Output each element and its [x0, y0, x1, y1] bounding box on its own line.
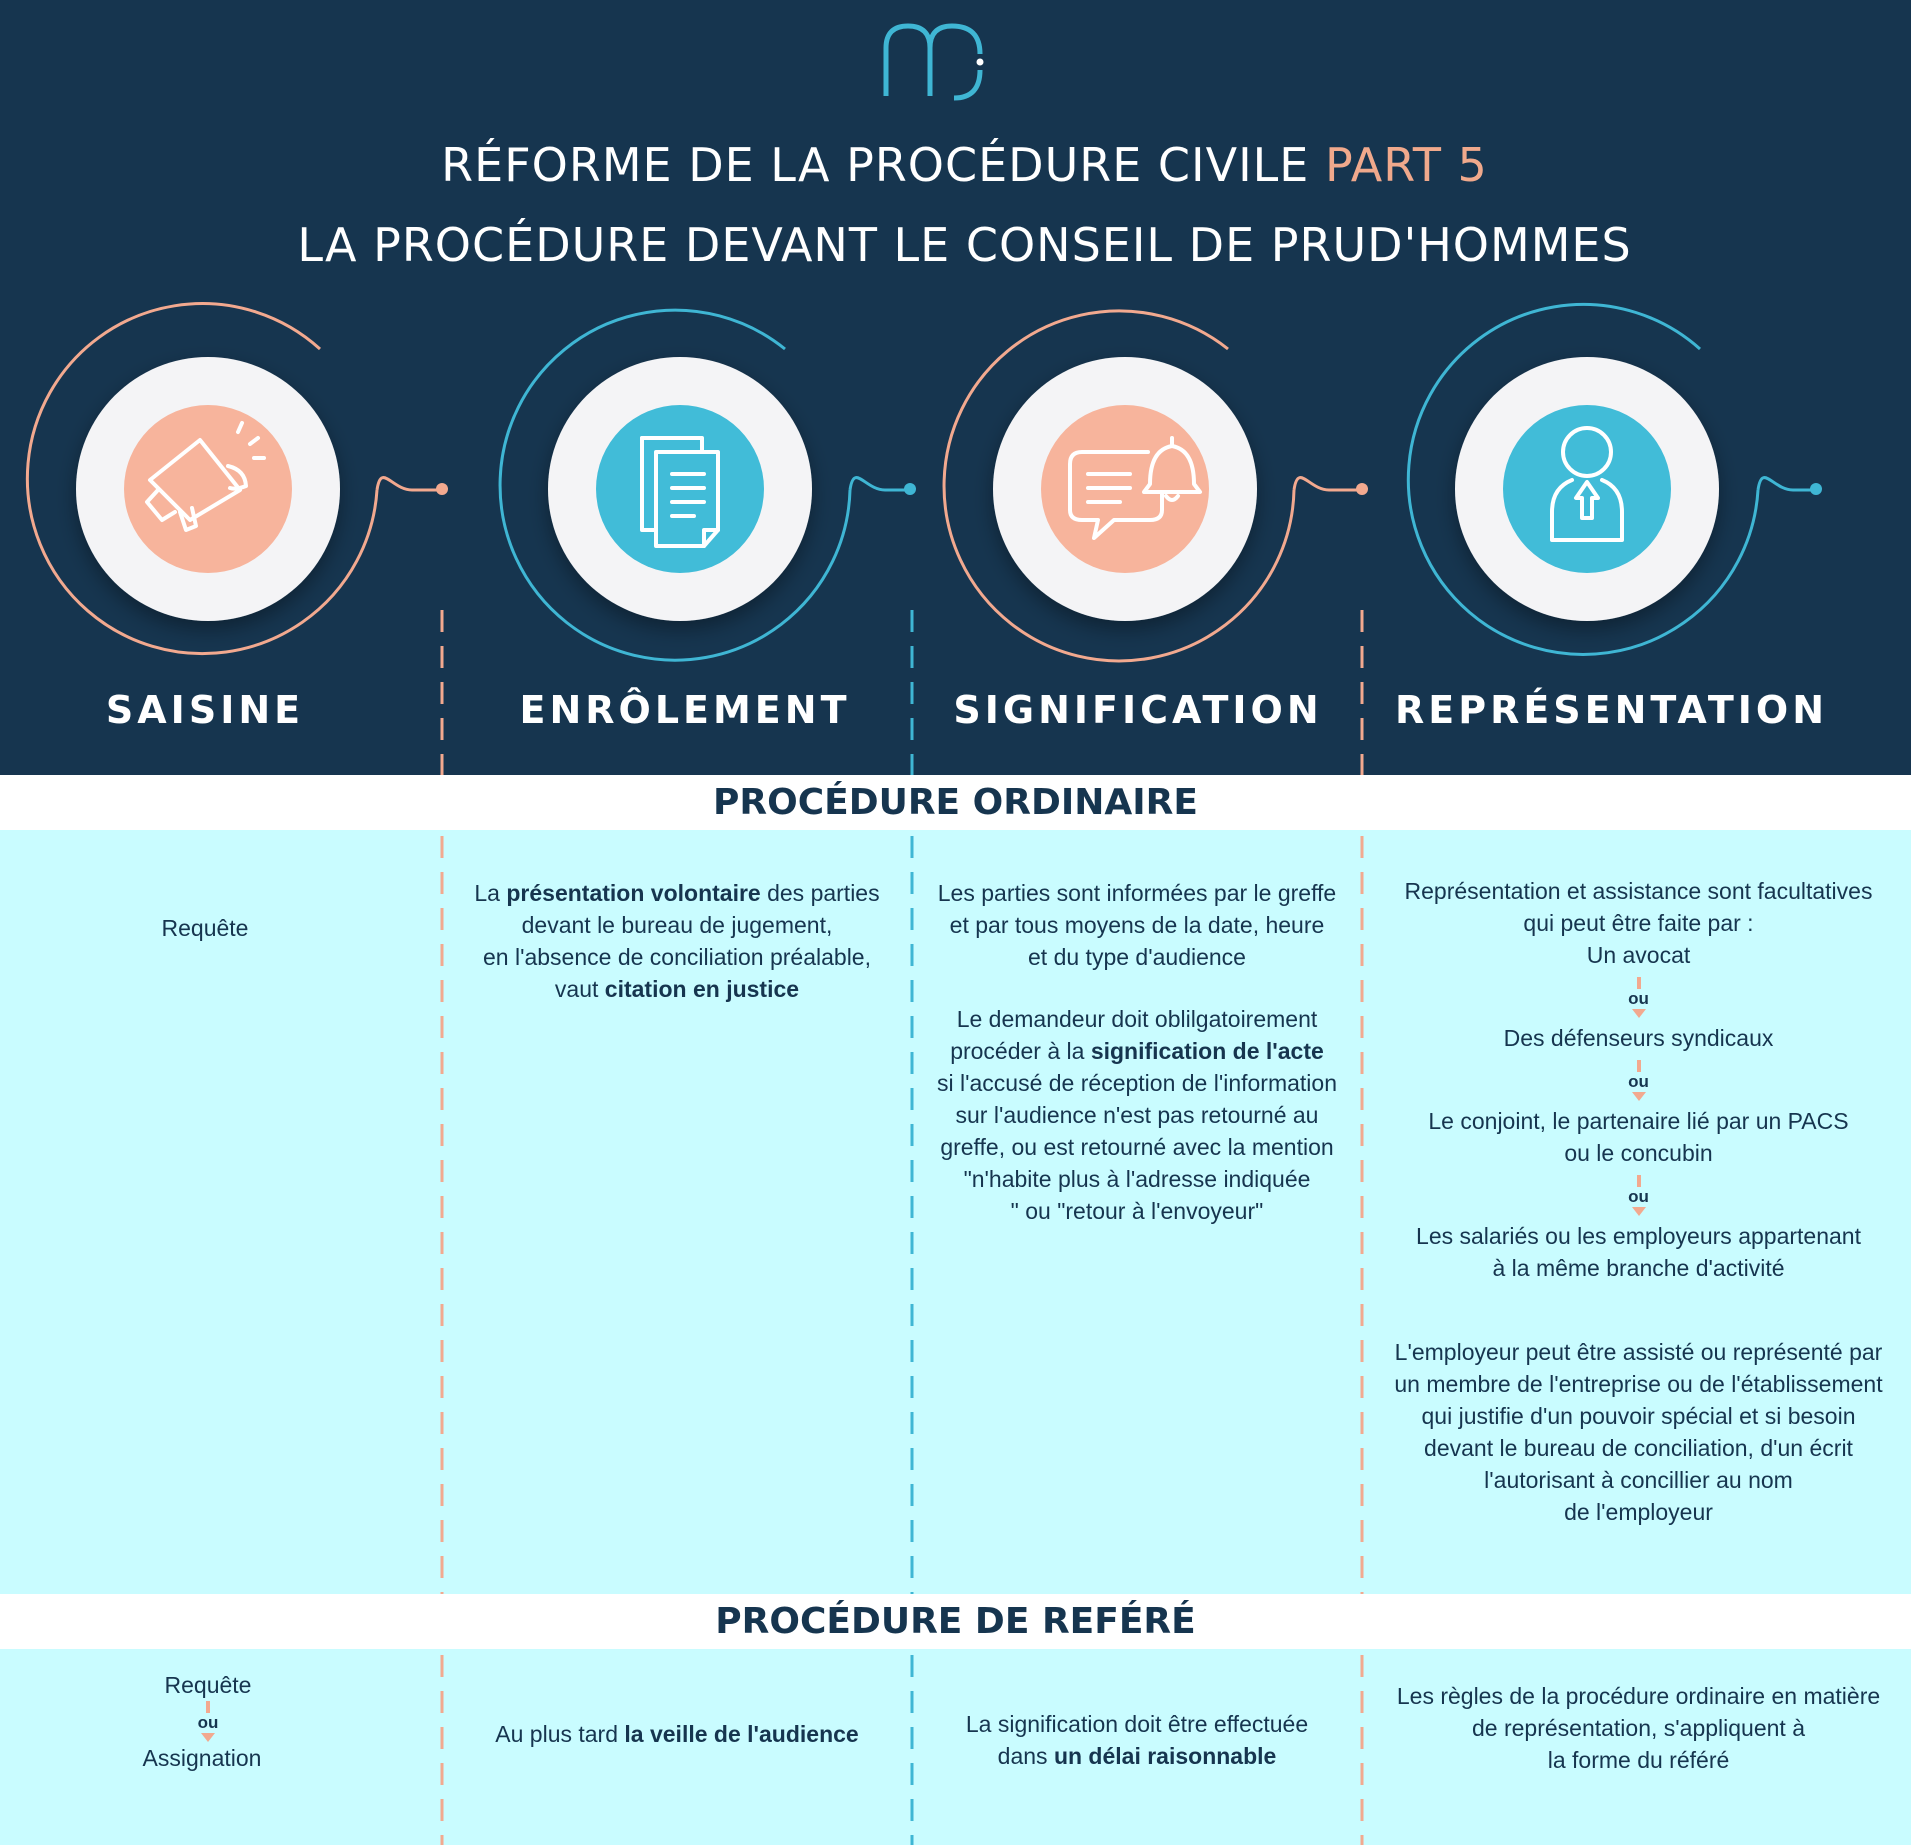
section-heading-refere: PROCÉDURE DE REFÉRÉ: [0, 1594, 1911, 1649]
step-signification-graphic: [944, 311, 1368, 661]
enrolement-line-1: La présentation volontaire des parties: [474, 880, 880, 906]
title-line-1: [0, 138, 1911, 192]
ordinaire-signification: [916, 877, 1358, 1227]
refere-saisine: [0, 1669, 416, 1774]
ordinaire-representation: Représentation et assistance sont facultatives qui peut être faite par : Un avocat ou Des défenseurs syndicaux ou Le conjoint, le partenaire lié par un PACS ou le concubin ou Les salariés ou les employeurs appartenant à la même branche d'activité L'employeur peut être assisté ou représenté par un membre de l'entreprise ou de l'établissement qui justifie d'un pouvoir spécial et si besoin devant le bureau de conciliation, d'un écrit l'autorisant à concillier au nom de l'employeur: [1366, 875, 1911, 1528]
refere-signification: La signification doit être effectuée dans un délai raisonnable: [965, 1711, 1309, 1769]
steps-graphic: [0, 290, 1911, 690]
ou-connector: ou: [1366, 1175, 1911, 1216]
step-label-saisine: SAISINE: [105, 688, 305, 732]
ou-connector: ou: [1366, 1060, 1911, 1101]
title-line-2: LA PROCÉDURE DEVANT LE CONSEIL DE PRUD'HOMMES: [297, 218, 1632, 272]
representation-employer-paragraph: L'employeur peut être assisté ou représenté par un membre de l'entreprise ou de l'établissement qui justifie d'un pouvoir spécial et si besoin devant le bureau de conciliation, d'un écrit l'autorisant à concillier au nom de l'employeur: [1394, 1339, 1883, 1525]
refere-enrolement: Au plus tard la veille de l'audience: [495, 1721, 859, 1747]
representation-option-conjoint: Le conjoint, le partenaire lié par un PACS: [1428, 1108, 1849, 1134]
representation-option-salaries: Les salariés ou les employeurs appartenant: [1416, 1223, 1861, 1249]
logo: [870, 18, 1000, 110]
representation-intro-2: qui peut être faite par :: [1523, 910, 1754, 936]
representation-option-avocat: Un avocat: [1586, 942, 1691, 968]
refere-saisine-assignation: Assignation: [142, 1745, 262, 1771]
step-label-representation: REPRÉSENTATION: [1395, 688, 1829, 732]
ordinaire-enrolement: [448, 877, 906, 1005]
title-main: RÉFORME DE LA PROCÉDURE CIVILE: [441, 138, 1310, 192]
step-label-signification: SIGNIFICATION: [953, 688, 1323, 732]
enrolement-line-4: vaut citation en justice: [554, 976, 800, 1002]
ou-connector: ou: [0, 1701, 416, 1742]
refere-saisine-requete: Requête: [164, 1672, 252, 1698]
signification-obligation-paragraph: Le demandeur doit oblilgatoirement procéder à la signification de l'acte si l'accusé de réception de l'information sur l'audience n'est pas retourné au greffe, ou est retourné avec la mention "n'habite plus à l'adresse indiquée " ou "retour à l'envoyeur": [937, 1006, 1337, 1224]
refere-representation: Les règles de la procédure ordinaire en matière de représentation, s'appliquent à la forme du référé: [1396, 1683, 1881, 1773]
ordinaire-saisine: Requête: [161, 915, 249, 941]
representation-option-syndicaux: Des défenseurs syndicaux: [1503, 1025, 1774, 1051]
enrolement-line-2: devant le bureau de jugement,: [521, 912, 833, 938]
representation-intro-1: Représentation et assistance sont facultatives: [1404, 878, 1873, 904]
title-accent: PART 5: [1324, 138, 1488, 192]
ou-connector: ou: [1366, 977, 1911, 1018]
step-label-enrolement: ENRÔLEMENT: [519, 688, 851, 732]
signification-info-paragraph: Les parties sont informées par le greffe et par tous moyens de la date, heure et du type d'audience: [937, 880, 1337, 970]
enrolement-line-3: en l'absence de conciliation préalable,: [483, 944, 871, 970]
step-enrolement-graphic: [500, 310, 916, 660]
step-representation-graphic: [1408, 304, 1822, 654]
step-saisine-graphic: [27, 304, 448, 654]
header: [0, 0, 1911, 775]
section-heading-ordinaire: PROCÉDURE ORDINAIRE: [0, 775, 1911, 830]
